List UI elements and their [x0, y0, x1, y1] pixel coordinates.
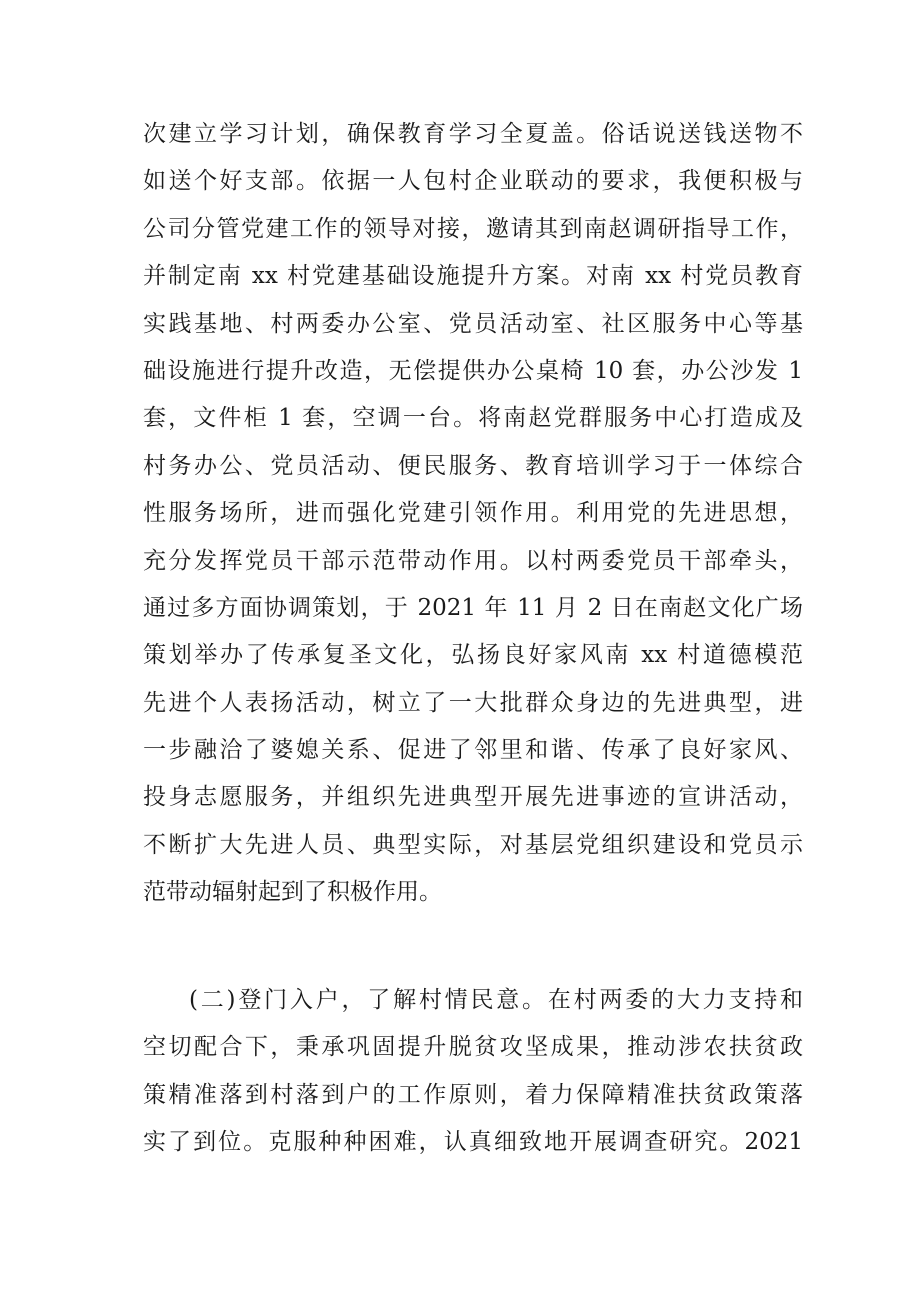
paragraph-line: 通过多方面协调策划，于 2021 年 11 月 2 日在南赵文化广场 [143, 594, 803, 621]
paragraph-line: 性服务场所，进而强化党建引领作用。利用党的先进思想， [143, 500, 803, 527]
paragraph-line: 范带动辐射起到了积极作用。 [143, 879, 442, 906]
paragraph-2 [143, 977, 803, 1167]
paragraph-line: 不断扩大先进人员、典型实际，对基层党组织建设和党员示 [143, 831, 803, 858]
paragraph-1 [143, 111, 803, 917]
paragraph-line: 如送个好支部。依据一人包村企业联动的要求，我便积极与 [143, 168, 803, 195]
paragraph-line: 公司分管党建工作的领导对接，邀请其到南赵调研指导工作， [143, 215, 803, 242]
paragraph-line: 策划举办了传承复圣文化，弘扬良好家风南 xx 村道德模范 [143, 642, 803, 669]
paragraph-line: 先进个人表扬活动，树立了一大批群众身边的先进典型，进 [143, 689, 803, 716]
paragraph-line: (二)登门入户，了解村情民意。在村两委的大力支持和 [189, 987, 803, 1013]
paragraph-line: 空切配合下，秉承巩固提升脱贫攻坚成果，推动涉农扶贫政 [143, 1034, 803, 1061]
paragraph-line: 充分发挥党员干部示范带动作用。以村两委党员干部牵头， [143, 547, 803, 574]
paragraph-line: 实践基地、村两委办公室、党员活动室、社区服务中心等基 [143, 310, 803, 337]
paragraph-line: 套，文件柜 1 套，空调一台。将南赵党群服务中心打造成及 [143, 405, 803, 432]
paragraph-line: 一步融洽了婆媳关系、促进了邻里和谐、传承了良好家风、 [143, 737, 803, 764]
paragraph-line: 次建立学习计划，确保教育学习全夏盖。俗话说送钱送物不 [143, 121, 803, 147]
paragraph-line: 投身志愿服务，并组织先进典型开展先进事迹的宣讲活动， [143, 784, 803, 811]
paragraph-line: 并制定南 xx 村党建基础设施提升方案。对南 xx 村党员教育 [143, 263, 803, 290]
paragraph-line: 实了到位。克服种种困难，认真细致地开展调查研究。2021 [143, 1129, 803, 1156]
paragraph-line: 础设施进行提升改造，无偿提供办公桌椅 10 套，办公沙发 1 [143, 357, 803, 384]
paragraph-line: 策精准落到村落到户的工作原则，着力保障精准扶贫政策落 [143, 1081, 803, 1108]
paragraph-line: 村务办公、党员活动、便民服务、教育培训学习于一体综合 [143, 452, 803, 479]
